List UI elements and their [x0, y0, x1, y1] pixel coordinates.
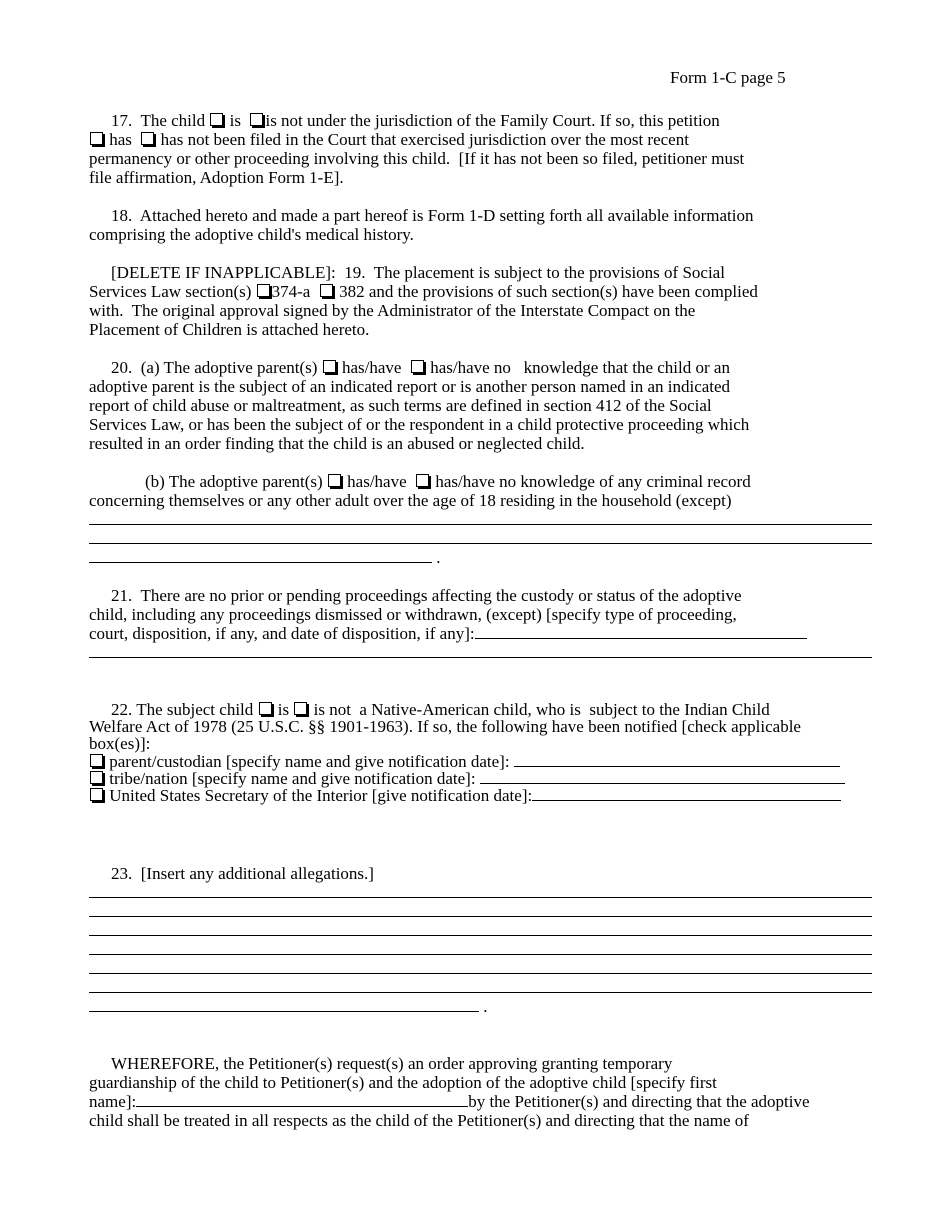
allegation-line-1[interactable]	[89, 883, 872, 898]
criminal-has-have-checkbox[interactable]	[328, 474, 341, 487]
wherefore-clause: WHEREFORE, the Petitioner(s) request(s) an order approving granting temporary guardianship of the child to Petitioner(s) and the adoption of the adoptive child [specify first name]: by the Petitioner(s) and directing that the adoptive child shall be treated in all respects as the child of the Petitioner(s) and directing that the name of	[89, 1054, 810, 1130]
has-not-checkbox[interactable]	[141, 132, 154, 145]
secretary-interior-line[interactable]	[532, 786, 841, 801]
paragraph-20b: (b) The adoptive parent(s) has/have has/have no knowledge of any criminal record concerning themselves or any other adult over the age of 18 residing in the household (except) .	[89, 472, 884, 567]
paragraph-23: 23. [Insert any additional allegations.] .	[89, 864, 884, 1016]
allegation-line-2[interactable]	[89, 902, 872, 917]
paragraph-21: 21. There are no prior or pending proceedings affecting the custody or status of the adoptive child, including any proceedings dismissed or withdrawn, (except) [specify type of proceeding, court, disposition, if any, and date of disposition, if any]:	[89, 586, 884, 662]
paragraph-18: 18. Attached hereto and made a part hereof is Form 1-D setting forth all available information comprising the adoptive child's medical history.	[89, 206, 754, 244]
allegation-line-6[interactable]	[89, 978, 872, 993]
native-is-not-checkbox[interactable]	[294, 702, 307, 715]
except-line-3[interactable]	[89, 548, 432, 563]
section-382-checkbox[interactable]	[320, 284, 333, 297]
except-line-2[interactable]	[89, 529, 872, 544]
allegation-line-7[interactable]	[89, 997, 479, 1012]
tribe-nation-checkbox[interactable]	[90, 771, 103, 784]
is-checkbox[interactable]	[210, 113, 223, 126]
section-374a-checkbox[interactable]	[257, 284, 270, 297]
proceedings-line-2[interactable]	[89, 643, 872, 658]
tribe-nation-line[interactable]	[480, 769, 845, 784]
parent-custodian-line[interactable]	[514, 752, 840, 767]
allegation-line-3[interactable]	[89, 921, 872, 936]
secretary-interior-checkbox[interactable]	[90, 788, 103, 801]
proceedings-line-1[interactable]	[475, 624, 807, 639]
paragraph-22: 22. The subject child is is not a Native-American child, who is subject to the Indian Child Welfare Act of 1978 (25 U.S.C. §§ 1901-1963). If so, the following have been notified [check applicable box(es)]: parent/custodian [specify name and give notification date]: tribe/nation [specify name and give notification date]: United States Secretary of the Interior [give notification date]:	[89, 701, 884, 803]
allegation-line-5[interactable]	[89, 959, 872, 974]
paragraph-17: 17. The child is is not under the jurisdiction of the Family Court. If so, this petition has has not been filed in the Court that exercised jurisdiction over the most recent permanency or other proceeding involving this child. [If it has not been so filed, petitioner must file affirmation, Adoption Form 1-E].	[89, 111, 745, 187]
has-have-checkbox[interactable]	[323, 360, 336, 373]
parent-custodian-checkbox[interactable]	[90, 754, 103, 767]
allegation-line-4[interactable]	[89, 940, 872, 955]
has-checkbox[interactable]	[90, 132, 103, 145]
paragraph-19: [DELETE IF INAPPLICABLE]: 19. The placement is subject to the provisions of Social Services Law section(s) 374-a 382 and the provisions of such section(s) have been complied with. The original approval signed by the Administrator of the Interstate Compact on the Placement of Children is attached hereto.	[89, 263, 758, 339]
has-have-no-checkbox[interactable]	[411, 360, 424, 373]
native-is-checkbox[interactable]	[259, 702, 272, 715]
criminal-has-have-no-checkbox[interactable]	[416, 474, 429, 487]
is-not-checkbox[interactable]	[250, 113, 263, 126]
page-label: Form 1-C page 5	[670, 68, 786, 87]
paragraph-20a: 20. (a) The adoptive parent(s) has/have has/have no knowledge that the child or an adoptive parent is the subject of an indicated report or is another person named in an indicated report of child abuse or maltreatment, as such terms are defined in section 412 of the Social Services Law, or has been the subject of or the respondent in a child protective proceeding which resulted in an order finding that the child is an abused or neglected child.	[89, 358, 750, 453]
child-first-name-line[interactable]	[136, 1092, 468, 1107]
except-line-1[interactable]	[89, 510, 872, 525]
